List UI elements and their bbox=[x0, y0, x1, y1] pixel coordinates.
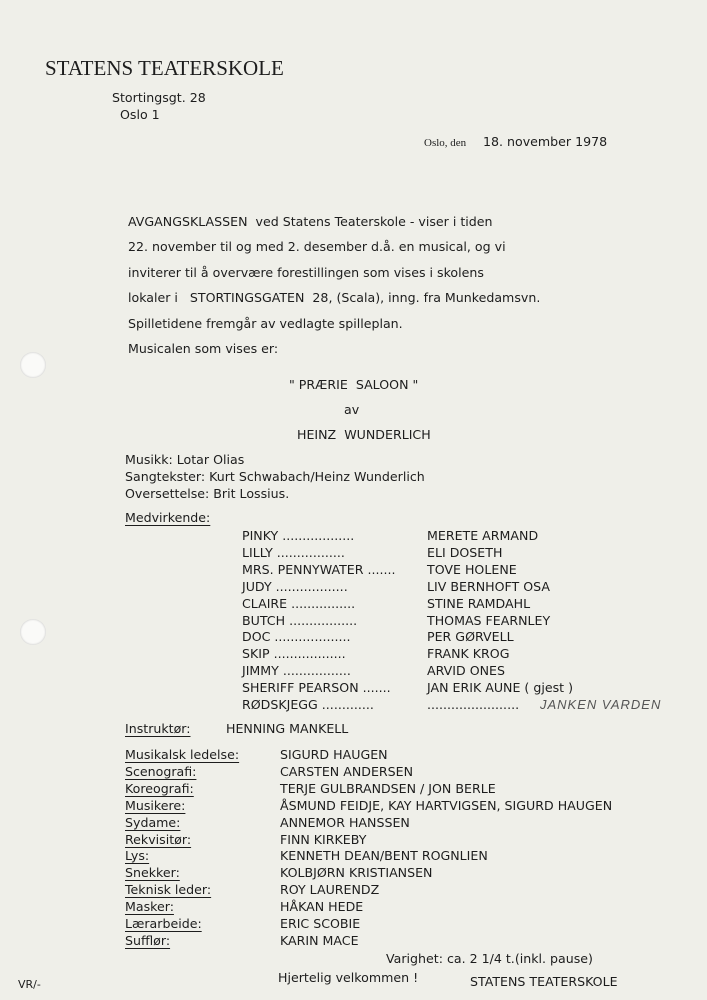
crew-name: HÅKAN HEDE bbox=[280, 899, 364, 915]
crew-label: Rekvisitør: bbox=[125, 831, 192, 847]
cast-actor: ELI DOSETH bbox=[427, 544, 503, 560]
cast-role: CLAIRE ................ bbox=[242, 595, 356, 611]
crew-label: Sydame: bbox=[125, 814, 181, 830]
date-prefix: Oslo, den bbox=[424, 137, 467, 149]
crew-label: Lærarbeide: bbox=[125, 916, 202, 931]
crew-label: Masker: bbox=[125, 899, 174, 915]
crew-name: KOLBJØRN KRISTIANSEN bbox=[280, 865, 433, 881]
duration: Varighet: ca. 2 1/4 t.(inkl. pause) bbox=[386, 951, 593, 966]
crew-label: Sufflør: bbox=[125, 932, 171, 948]
cast-actor: JAN ERIK AUNE ( gjest ) bbox=[427, 680, 574, 696]
body-line: Spilletidene fremgår av vedlagte spilleplan. bbox=[128, 315, 403, 331]
crew-name: ERIC SCOBIE bbox=[280, 916, 361, 931]
cast-role: JUDY .................. bbox=[242, 578, 348, 594]
director-name: HENNING MANKELL bbox=[226, 721, 349, 736]
crew-name: SIGURD HAUGEN bbox=[280, 747, 388, 762]
show-author: HEINZ WUNDERLICH bbox=[297, 427, 431, 442]
letterhead-name: STATENS TEATERSKOLE bbox=[45, 56, 284, 80]
cast-actor: STINE RAMDAHL bbox=[427, 595, 531, 611]
show-title: " PRÆRIE SALOON " bbox=[289, 377, 419, 392]
cast-actor: THOMAS FEARNLEY bbox=[427, 612, 551, 628]
crew-name: FINN KIRKEBY bbox=[280, 831, 367, 847]
cast-actor: MERETE ARMAND bbox=[427, 528, 539, 543]
welcome: Hjertelig velkommen ! bbox=[278, 970, 419, 985]
cast-role: LILLY ................. bbox=[242, 544, 345, 560]
cast-role: DOC ................... bbox=[242, 629, 351, 645]
credit-line: Musikk: Lotar Olias bbox=[125, 452, 245, 467]
crew-label: Koreografi: bbox=[125, 780, 194, 796]
punch-hole bbox=[20, 619, 46, 645]
crew-label: Musikere: bbox=[125, 797, 186, 813]
cast-role: PINKY .................. bbox=[242, 528, 355, 543]
cast-actor: PER GØRVELL bbox=[427, 629, 514, 645]
handwritten-actor: JANKEN VARDEN bbox=[540, 697, 662, 712]
cast-actor: TOVE HOLENE bbox=[427, 561, 517, 577]
cast-actor: LIV BERNHOFT OSA bbox=[427, 578, 550, 594]
credit-line: Oversettelse: Brit Lossius. bbox=[125, 486, 290, 501]
body-line: AVGANGSKLASSEN ved Statens Teaterskole - viser i tiden bbox=[128, 214, 493, 229]
cast-role: MRS. PENNYWATER ....... bbox=[242, 561, 396, 577]
crew-label: Snekker: bbox=[125, 865, 180, 881]
crew-name: CARSTEN ANDERSEN bbox=[280, 763, 414, 779]
reference: VR/- bbox=[18, 978, 41, 991]
address-line-2: Oslo 1 bbox=[120, 107, 160, 122]
cast-role: SKIP .................. bbox=[242, 646, 346, 662]
crew-name: KENNETH DEAN/BENT ROGNLIEN bbox=[280, 848, 488, 864]
cast-actor: ....................... bbox=[427, 697, 520, 712]
credit-line: Sangtekster: Kurt Schwabach/Heinz Wunderlich bbox=[125, 469, 425, 484]
cast-actor: FRANK KROG bbox=[427, 646, 510, 662]
crew-label: Teknisk leder: bbox=[125, 882, 212, 898]
cast-actor: ARVID ONES bbox=[427, 663, 505, 679]
cast-heading: Medvirkende: bbox=[125, 510, 211, 525]
director-label: Instruktør: bbox=[125, 721, 191, 736]
signature: STATENS TEATERSKOLE bbox=[470, 974, 618, 989]
crew-name: TERJE GULBRANDSEN / JON BERLE bbox=[280, 780, 496, 796]
crew-label: Scenografi: bbox=[125, 763, 197, 779]
body-line: inviterer til å overvære forestillingen som vises i skolens bbox=[128, 264, 484, 280]
crew-name: ÅSMUND FEIDJE, KAY HARTVIGSEN, SIGURD HAUGEN bbox=[280, 797, 613, 813]
crew-name: KARIN MACE bbox=[280, 932, 359, 948]
body-line: lokaler i STORTINGSGATEN 28, (Scala), inng. fra Munkedamsvn. bbox=[128, 290, 541, 306]
crew-label: Musikalsk ledelse: bbox=[125, 747, 240, 762]
cast-role: RØDSKJEGG ............. bbox=[242, 697, 374, 712]
crew-label: Lys: bbox=[125, 848, 150, 864]
crew-name: ANNEMOR HANSSEN bbox=[280, 814, 410, 830]
show-by: av bbox=[344, 402, 360, 417]
crew-name: ROY LAURENDZ bbox=[280, 882, 380, 898]
punch-hole bbox=[20, 352, 46, 378]
cast-role: JIMMY ................. bbox=[242, 663, 351, 679]
body-line: Musicalen som vises er: bbox=[128, 341, 279, 356]
address-line-1: Stortingsgt. 28 bbox=[112, 90, 206, 105]
body-line: 22. november til og med 2. desember d.å. en musical, og vi bbox=[128, 239, 506, 255]
cast-role: BUTCH ................. bbox=[242, 612, 358, 628]
cast-role: SHERIFF PEARSON ....... bbox=[242, 680, 391, 696]
date-value: 18. november 1978 bbox=[483, 134, 608, 149]
